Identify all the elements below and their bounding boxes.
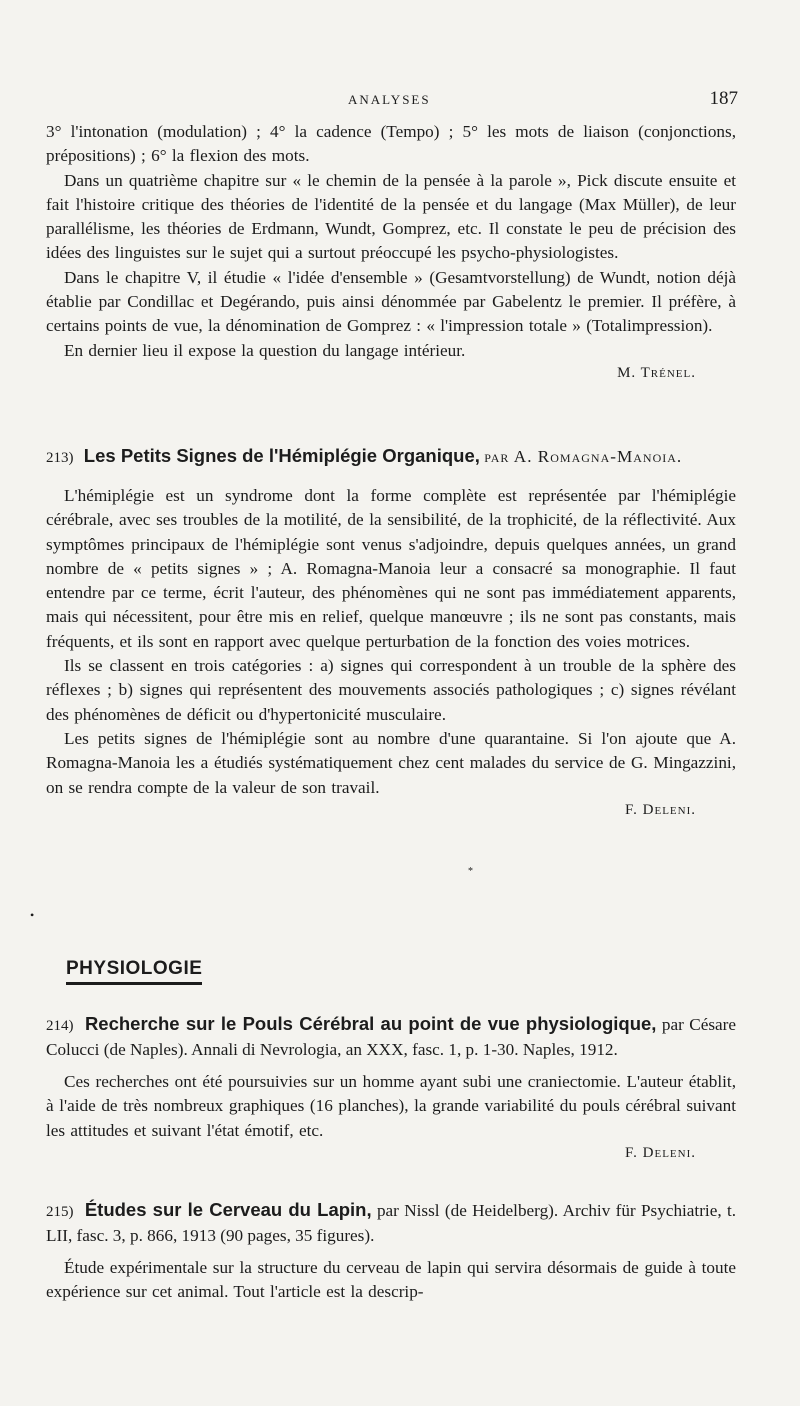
entry-215-number: 215)	[46, 1204, 74, 1220]
section-heading-physiologie: PHYSIOLOGIE	[66, 958, 202, 985]
small-mark: *	[468, 866, 473, 877]
intro-paragraph-4: En dernier lieu il expose la question du langage intérieur.	[64, 340, 466, 360]
entry-214-paragraph-1: Ces recherches ont été poursuivies sur un homme ayant subi une craniectomie. L'auteur établit, à l'aide de très nombreux graphiques (16 planches), la grande variabilité du pouls cérébral suivant les attitudes et suivant l'état émotif, etc.	[46, 1072, 736, 1140]
intro-paragraph-1: 3° l'intonation (modulation) ; 4° la cadence (Tempo) ; 5° les mots de liaison (conjonctions, prépositions) ; 6° la flexion des mots.	[46, 122, 736, 166]
entry-215-byline: par Nissl (de Heidelberg). Archiv für Psychiatrie, t. LII, fasc. 3, p. 866, 1913 (90 pages, 35 figures).	[46, 1201, 737, 1245]
intro-signature: M. Trénel.	[617, 364, 696, 381]
entry-214	[46, 1012, 736, 1162]
intro-paragraph-2: Dans un quatrième chapitre sur « le chemin de la pensée à la parole », Pick discute ensuite et fait l'histoire critique des théories de l'identité de la pensée et du langage (Max Müller), de leur parallélisme, les théories de Erdmann, Wundt, Gomprez, etc. Il constate le peu de précision des idées des linguistes sur le sujet qui a surtout préoccupé les psycho-physiologistes.	[46, 170, 736, 263]
page-number: 187	[709, 88, 738, 109]
entry-213-number: 213)	[46, 450, 74, 466]
entry-213-paragraph-2: Ils se classent en trois catégories : a) signes qui correspondent à un trouble de la sphère des réflexes ; b) signes qui représentent des mouvements associés pathologiques ; c) signes révélant des phénomènes de déficit ou d'hypertonicité musculaire.	[46, 656, 736, 724]
page-header	[48, 88, 738, 112]
entry-214-byline: par Césare Colucci (de Naples). Annali di Nevrologia, an XXX, fasc. 1, p. 1-30. Naples, 1912.	[46, 1015, 737, 1059]
intro-paragraph-3: Dans le chapitre V, il étudie « l'idée d'ensemble » (Gesamtvorstellung) de Wundt, notion déjà établie par Condillac et Degérando, puis ainsi dénommée par Gabelentz le premier. Il préfère, à certains points de vue, la dénomination de Gomprez : « l'impression totale » (Totalimpression).	[46, 267, 736, 336]
entry-215-title: Études sur le Cerveau du Lapin,	[84, 1199, 372, 1220]
entry-214-number: 214)	[46, 1018, 74, 1034]
entry-214-signature: F. Deleni.	[625, 1144, 696, 1161]
entry-214-title: Recherche sur le Pouls Cérébral au point de vue physiologique,	[84, 1013, 657, 1034]
entry-213-byline: par A. Romagna-Manoia.	[484, 447, 683, 466]
intro-section	[46, 120, 736, 382]
entry-213-heading	[46, 444, 736, 470]
running-title: ANALYSES	[348, 92, 431, 107]
entry-213-paragraph-1: L'hémiplégie est un syndrome dont la forme complète est représentée par l'hémiplégie cérébrale, avec ses troubles de la motilité, de la sensibilité, de la trophicité, de la réflectivité. Aux symptômes principaux de l'hémiplégie sont venus s'adjoindre, depuis quelques années, un grand nombre de « petits signes » ; A. Romagna-Manoia leur a consacré sa monographie. Il faut entendre par ce terme, écrit l'auteur, des phénomènes qui ne sont pas immédiatement apparents, mais qui nécessitent, pour être mis en relief, quelque manœuvre ; ils ne sont pas constants, mais fréquents, et ils sont en rapport avec quelque perturbation de la fonction des voies motrices.	[46, 486, 736, 651]
entry-213-title: Les Petits Signes de l'Hémiplégie Organique,	[83, 445, 480, 466]
entry-213-paragraph-3: Les petits signes de l'hémiplégie sont au nombre d'une quarantaine. Si l'on ajoute que A. Romagna-Manoia les a étudiés systématiquement chez cent malades du service de G. Mingazzini, on se rendra compte de la valeur de son travail.	[46, 728, 736, 797]
entry-215-heading	[46, 1198, 736, 1248]
entry-213	[46, 444, 736, 819]
entry-213-signature: F. Deleni.	[625, 801, 696, 818]
margin-bullet: •	[30, 908, 35, 922]
entry-215-paragraph-1: Étude expérimentale sur la structure du cerveau de lapin qui servira désormais de guide à toute expérience sur cet animal. Tout l'article est la descrip-	[46, 1258, 736, 1302]
entry-215	[46, 1198, 736, 1305]
entry-214-heading	[46, 1012, 736, 1062]
